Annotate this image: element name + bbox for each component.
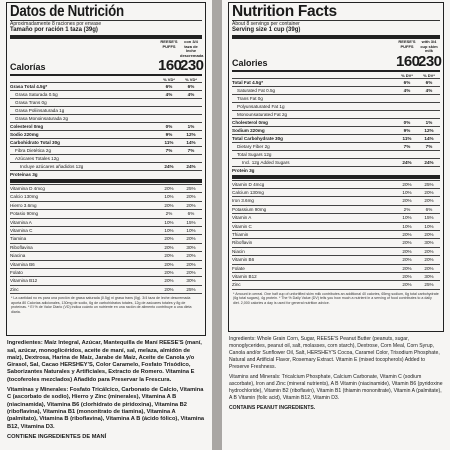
nutrient-row — [232, 102, 440, 110]
nutrient-row — [10, 146, 202, 154]
vitamin-dv-cereal: 20% — [164, 244, 174, 250]
nutrient-name: Carbohidrato Total 30g — [10, 140, 60, 145]
vitamin-dv-with-milk: 20% — [424, 231, 434, 237]
nutrient-row — [10, 170, 202, 178]
spanish-allergen: CONTIENE INGREDIENTES DE MANÍ — [7, 433, 107, 440]
nutrient-name: Azúcares Totales 12g — [15, 156, 59, 161]
nutrient-dv-with-milk: 7% — [187, 148, 195, 153]
nutrient-dv-cereal: 6% — [165, 84, 173, 89]
nutrient-name: Grasa Trans 0g — [15, 100, 47, 105]
nutrient-dv-with-milk — [180, 115, 202, 122]
nutrient-name: Grasa Monoinsaturada 2g — [15, 116, 69, 121]
vitamin-dv-cereal: 20% — [402, 231, 412, 237]
english-allergen: CONTAINS PEANUT INGREDIENTS. — [229, 404, 316, 411]
nutrient-row — [232, 158, 440, 166]
vitamin-dv-with-milk: 10% — [424, 223, 434, 229]
vitamin-dv-cereal: 20% — [402, 198, 412, 204]
spanish-dv-headers: % VD* % VD* — [163, 77, 197, 82]
vitamin-name: Zinc — [10, 286, 19, 292]
vitamin-dv-with-milk: 25% — [424, 282, 434, 288]
nutrient-dv-cereal: 4% — [403, 87, 411, 93]
nutrient-dv-with-milk — [180, 171, 202, 178]
nutrient-dv-cereal: 4% — [165, 92, 173, 97]
vitamin-row — [10, 192, 202, 200]
nutrient-row — [10, 130, 202, 138]
vitamin-dv-with-milk: 20% — [424, 265, 434, 271]
vitamin-dv-with-milk: 30% — [186, 278, 196, 284]
english-ingredients — [222, 332, 450, 412]
nutrient-dv-cereal: 0% — [165, 124, 173, 129]
nutrient-name: Incl. 12g Added Sugars — [242, 159, 290, 165]
vitamin-dv-cereal: 20% — [164, 202, 174, 208]
vitamin-row — [10, 243, 202, 251]
vitamin-dv-cereal: 20% — [164, 186, 174, 191]
vitamin-row — [10, 218, 202, 226]
vitamin-name: Potasio 90mg — [10, 211, 39, 217]
vitamin-row — [232, 247, 440, 255]
english-vitamins-text: Vitamins and Minerals: Tricalcium Phosphate, Calcium Carbonate, Vitamin C (sodium ascorbate), Iron and Zinc (mineral nutrients), A B Vitamin (niacinamide), Vitamin B6 (pyridoxine hydrochloride), Vitamin B2 (riboflavin), Vitamin B1 (thiamin mononitrate), Vitamin A (palmitate), A B Vitamin (folic acid), Vitamin B12, Vitamin D3. — [229, 373, 443, 401]
vitamin-name: Tiamina — [10, 236, 27, 242]
nutrient-name: Total Carbohydrate 30g — [232, 135, 283, 141]
nutrient-row — [10, 82, 202, 90]
english-footnote: * Amount in cereal. One half cup of unfortified skim milk contributes an additional 40 calories, 65mg sodium, 6g total carbohydrate (6g total sugars), 4g protein. * The % Daily Value (DV) tells you how much a nutrient in a serving of food contributes to a daily diet. 2,000 calories a day is used for general nutrition advice. — [232, 289, 440, 330]
nutrient-dv-cereal: 9% — [165, 132, 173, 137]
nutrient-dv-cereal — [158, 107, 180, 114]
vitamin-dv-with-milk: 20% — [186, 202, 196, 208]
nutrient-dv-with-milk — [418, 151, 440, 158]
nutrient-name: Total Fat 4.5g* — [232, 79, 264, 85]
vitamin-dv-with-milk: 6% — [425, 206, 433, 212]
nutrient-name: Total Sugars 12g — [237, 151, 272, 157]
english-nutrient-list — [232, 78, 440, 174]
nutrient-name: Trans Fat 0g — [237, 95, 263, 101]
spanish-servings-line: Aproximadamente 8 raciones por envase — [10, 21, 102, 27]
nutrient-dv-cereal — [158, 115, 180, 122]
nutrient-dv-with-milk — [418, 95, 440, 102]
vitamin-row — [10, 260, 202, 268]
spanish-title: Datos de Nutrición — [10, 3, 124, 20]
nutrient-row — [232, 150, 440, 158]
nutrient-name: Saturated Fat 0.5g — [237, 87, 276, 93]
nutrient-dv-cereal — [396, 151, 418, 158]
nutrient-dv-with-milk: 7% — [425, 143, 433, 149]
english-vitamin-list — [232, 180, 440, 289]
nutrient-dv-with-milk — [418, 167, 440, 174]
nutrient-row — [10, 154, 202, 162]
vitamin-name: Iron 3.6mg — [232, 198, 254, 204]
nutrient-name: Grasa Poliinsaturada 1g — [15, 108, 65, 113]
spanish-serving-size: Tamaño por ración 1 taza (39g) — [10, 27, 98, 33]
vitamin-name: Vitamin A — [232, 215, 252, 221]
nutrient-dv-cereal: 0% — [403, 119, 411, 125]
vitamin-dv-cereal: 20% — [402, 248, 412, 254]
vitamin-dv-with-milk: 20% — [424, 189, 434, 195]
nutrient-dv-with-milk: 24% — [424, 159, 434, 165]
vitamin-row — [10, 276, 202, 284]
vitamin-dv-cereal: 10% — [164, 194, 174, 200]
nutrient-dv-cereal — [396, 103, 418, 110]
spanish-column-headers: REESE'S PUFFS con 3/4 taza de leche descremada — [160, 39, 204, 58]
nutrient-dv-with-milk — [180, 155, 202, 162]
english-ingredients-text: Ingredients: Whole Grain Corn, Sugar, REESE'S Peanut Butter (peanuts, sugar, monoglycerides, peanut oil, salt, molasses, corn starch), Dextrose, Corn Meal, Corn Syrup, Canola and/or Sunflower Oil, Salt, HERSHEY'S Cocoa, Caramel Color, Trisodium Phosphate, Natural and Artificial Flavor, Rosemary Extract. Vitamin E (mixed tocopherols) Added to Preserve Freshness. — [229, 335, 440, 370]
vitamin-dv-with-milk: 20% — [186, 194, 196, 200]
vitamin-dv-with-milk: 30% — [424, 240, 434, 246]
nutrient-dv-cereal: 11% — [402, 135, 412, 141]
nutrient-name: Fibra Dietética 2g — [15, 148, 52, 153]
nutrient-dv-cereal: 24% — [164, 164, 174, 169]
nutrient-dv-with-milk: 4% — [425, 87, 433, 93]
vitamin-name: Vitamina B6 — [10, 261, 35, 267]
vitamin-dv-with-milk: 25% — [186, 286, 196, 292]
vitamin-name: Thiamin — [232, 231, 249, 237]
spanish-ingredients — [0, 336, 212, 441]
nutrient-row — [232, 86, 440, 94]
vitamin-row — [232, 213, 440, 221]
vitamin-name: Calcium 130mg — [232, 189, 264, 195]
vitamin-dv-with-milk: 15% — [186, 219, 196, 225]
vitamin-row — [10, 184, 202, 192]
vitamin-name: Folato — [10, 270, 23, 276]
nutrient-dv-cereal: 9% — [403, 127, 411, 133]
nutrient-name: Protein 3g — [232, 167, 255, 173]
nutrient-name: Monounsaturated Fat 2g — [237, 111, 288, 117]
vitamin-dv-with-milk: 20% — [186, 270, 196, 276]
nutrient-name: Grasa Saturada 0.5g — [15, 92, 58, 97]
nutrient-dv-cereal: 7% — [403, 143, 411, 149]
nutrient-dv-with-milk: 6% — [187, 84, 195, 89]
nutrient-dv-with-milk: 24% — [186, 164, 196, 169]
vitamin-dv-cereal: 20% — [164, 236, 174, 242]
package-fold — [212, 0, 222, 450]
nutrient-dv-with-milk: 1% — [425, 119, 433, 125]
vitamin-row — [10, 209, 202, 217]
vitamin-row — [10, 201, 202, 209]
english-servings-line: About 8 servings per container — [232, 21, 300, 27]
vitamin-row — [232, 272, 440, 280]
vitamin-dv-with-milk: 10% — [186, 228, 196, 234]
vitamin-row — [232, 230, 440, 238]
nutrient-row — [232, 134, 440, 142]
vitamin-name: Vitamin B6 — [232, 257, 255, 263]
vitamin-dv-cereal: 20% — [402, 240, 412, 246]
nutrient-row — [10, 90, 202, 98]
vitamin-name: Vitamin D 4mcg — [232, 181, 265, 187]
vitamin-row — [232, 205, 440, 213]
nutrient-dv-with-milk: 14% — [424, 135, 434, 141]
nutrient-row — [10, 162, 202, 170]
spanish-vitamins-text: Vitaminas y Minerales: Fosfato Tricálcico, Carbonato de Calcio, Vitamina C (ascorbato de sodio), Hierro y Zinc (minerales), Vitamina A B (niacinamida), Vitamina B6 (clorhidrato de piridoxina), Vitamina B2 (riboflavina), Vitamina B1 (mononitrato de tiamina), Vitamina A (palmitato), Vitamina B (riboflavina), Vitamina A B (ácido fólico), Vitamina B12, Vitamina D3. — [7, 387, 205, 430]
vitamin-name: Riboflavina — [10, 244, 33, 250]
nutrient-dv-cereal — [158, 99, 180, 106]
vitamin-dv-with-milk: 15% — [424, 215, 434, 221]
nutrient-dv-with-milk — [180, 107, 202, 114]
vitamin-dv-with-milk: 20% — [424, 257, 434, 263]
vitamin-row — [232, 196, 440, 204]
vitamin-dv-cereal: 20% — [164, 278, 174, 284]
nutrient-row — [10, 106, 202, 114]
vitamin-dv-cereal: 20% — [402, 273, 412, 279]
nutrient-dv-cereal — [396, 167, 418, 174]
vitamin-dv-with-milk: 25% — [424, 181, 434, 187]
nutrient-row — [232, 94, 440, 102]
spanish-nutrition-box — [6, 2, 206, 336]
vitamin-dv-with-milk: 20% — [424, 198, 434, 204]
english-dv-headers: % DV* % DV* — [401, 72, 435, 78]
vitamin-dv-with-milk: 30% — [424, 273, 434, 279]
vitamin-dv-cereal: 20% — [402, 257, 412, 263]
english-title: Nutrition Facts — [232, 3, 337, 20]
vitamin-dv-cereal: 20% — [402, 282, 412, 288]
nutrient-name: Grasa Total 4.5g* — [10, 84, 48, 89]
english-serving-size: Serving size 1 cup (39g) — [232, 27, 301, 33]
nutrient-row — [232, 110, 440, 118]
vitamin-dv-cereal: 20% — [402, 265, 412, 271]
vitamin-dv-with-milk: 30% — [186, 244, 196, 250]
spanish-panel — [0, 0, 212, 450]
nutrient-name: Incluye azúcares añadidos 12g — [20, 164, 84, 169]
vitamin-dv-cereal: 20% — [164, 261, 174, 267]
vitamin-name: Folate — [232, 265, 245, 271]
vitamin-name: Niacina — [10, 253, 26, 259]
vitamin-row — [232, 264, 440, 272]
nutrient-name: Cholesterol 0mg — [232, 119, 268, 125]
spanish-footnote: * La cantidad no es para una porción de grasa saturada (0.5g) ni grasa trans (0g). 3/4 taza de leche descremada aporta 80 Calorías adicionales, 130mg de sodio, 6g de carbohidratos totales, 12g de azúcares totales y 8g de proteínas. * El % de Valor Diario (VD) indica cuánto un nutriente en una ración de alimento contribuye a una dieta diaria. — [10, 293, 202, 334]
vitamin-row — [10, 285, 202, 293]
vitamin-dv-cereal: 10% — [402, 215, 412, 221]
vitamin-dv-cereal: 10% — [402, 189, 412, 195]
nutrient-name: Sodio 220mg — [10, 132, 39, 137]
nutrient-row — [232, 118, 440, 126]
vitamin-name: Calcio 130mg — [10, 194, 39, 200]
nutrient-dv-cereal: 6% — [403, 79, 411, 85]
nutrient-row — [232, 126, 440, 134]
vitamin-name: Vitamina D 4mcg — [10, 186, 45, 191]
vitamin-name: Vitamina B12 — [10, 278, 38, 284]
english-calories-row: Calories 160 230 — [232, 52, 442, 70]
spanish-nutrient-list — [10, 82, 202, 178]
nutrient-dv-cereal: 7% — [165, 148, 173, 153]
vitamin-dv-with-milk: 6% — [187, 211, 195, 217]
vitamin-dv-cereal: 20% — [164, 286, 174, 292]
spanish-vitamin-list — [10, 184, 202, 293]
vitamin-dv-with-milk: 25% — [186, 186, 196, 191]
nutrient-dv-with-milk: 12% — [424, 127, 434, 133]
nutrient-row — [10, 138, 202, 146]
nutrient-dv-cereal — [396, 111, 418, 118]
vitamin-dv-with-milk: 20% — [186, 261, 196, 267]
vitamin-name: Vitamin C — [232, 223, 252, 229]
nutrient-dv-with-milk: 4% — [187, 92, 195, 97]
vitamin-name: Vitamin B12 — [232, 273, 257, 279]
vitamin-dv-cereal: 10% — [164, 228, 174, 234]
vitamin-row — [232, 255, 440, 263]
vitamin-row — [10, 234, 202, 242]
spanish-calories-row: Calorías 160 230 — [10, 57, 204, 74]
vitamin-row — [10, 268, 202, 276]
vitamin-dv-with-milk: 20% — [186, 236, 196, 242]
nutrient-dv-with-milk: 6% — [425, 79, 433, 85]
english-nutrition-box — [228, 2, 444, 332]
nutrient-name: Sodium 220mg — [232, 127, 265, 133]
vitamin-dv-cereal: 10% — [402, 223, 412, 229]
nutrient-row — [232, 142, 440, 150]
vitamin-dv-cereal: 2% — [403, 206, 411, 212]
nutrient-dv-cereal — [158, 171, 180, 178]
vitamin-name: Vitamina C — [10, 228, 33, 234]
vitamin-dv-cereal: 20% — [164, 253, 174, 259]
vitamin-row — [10, 251, 202, 259]
nutrient-dv-with-milk — [418, 103, 440, 110]
nutrient-dv-with-milk — [180, 99, 202, 106]
vitamin-dv-cereal: 20% — [402, 181, 412, 187]
vitamin-dv-cereal: 20% — [164, 270, 174, 276]
vitamin-name: Riboflavin — [232, 240, 253, 246]
nutrient-dv-with-milk — [418, 111, 440, 118]
nutrient-dv-cereal — [396, 95, 418, 102]
vitamin-row — [232, 280, 440, 288]
vitamin-dv-with-milk: 20% — [424, 248, 434, 254]
vitamin-row — [232, 238, 440, 246]
english-panel — [222, 0, 450, 450]
vitamin-dv-cereal: 2% — [165, 211, 173, 217]
vitamin-name: Hierro 3.6mg — [10, 202, 37, 208]
vitamin-name: Niacin — [232, 248, 245, 254]
vitamin-name: Zinc — [232, 282, 241, 288]
nutrient-row — [232, 78, 440, 86]
vitamin-name: Vitamina A — [10, 219, 32, 225]
nutrient-name: Polyunsaturated Fat 1g — [237, 103, 285, 109]
vitamin-row — [232, 222, 440, 230]
vitamin-dv-with-milk: 20% — [186, 253, 196, 259]
nutrient-name: Dietary Fiber 2g — [237, 143, 270, 149]
vitamin-name: Potassium 90mg — [232, 206, 267, 212]
nutrient-dv-with-milk: 14% — [186, 140, 196, 145]
nutrient-dv-with-milk: 1% — [187, 124, 195, 129]
nutrient-dv-cereal — [158, 155, 180, 162]
vitamin-dv-cereal: 10% — [164, 219, 174, 225]
nutrient-row — [232, 166, 440, 174]
nutrient-name: Proteínas 3g — [10, 172, 38, 177]
nutrient-dv-cereal: 11% — [164, 140, 174, 145]
spanish-ingredients-text: Ingredientes: Maíz Integral, Azúcar, Mantequilla de Maní REESE'S (maní, sal, azúcar, monoglicéridos, aceite de maní, sal, melaza, almidón de maíz), Dextrosa, Harina de Maíz, Jarabe de Maíz, Aceite de Canola y/o Girasol, Sal, Cacao HERSHEY'S, Color Caramelo, Fosfato Trisódico, Saborizantes Naturales y Artificiales, Extracto de Romero. Vitamina E (tocoferoles mezclados) Añadido para Preservar la Frescura. — [7, 340, 202, 383]
vitamin-row — [10, 226, 202, 234]
nutrient-row — [10, 98, 202, 106]
nutrient-dv-cereal: 24% — [402, 159, 412, 165]
nutrient-dv-with-milk: 12% — [186, 132, 196, 137]
vitamin-row — [232, 180, 440, 188]
nutrient-name: Colesterol 0mg — [10, 124, 44, 129]
english-column-headers: REESE'S PUFFS with 3/4 cup skim milk — [398, 39, 438, 53]
vitamin-row — [232, 188, 440, 196]
nutrient-row — [10, 122, 202, 130]
nutrient-row — [10, 114, 202, 122]
